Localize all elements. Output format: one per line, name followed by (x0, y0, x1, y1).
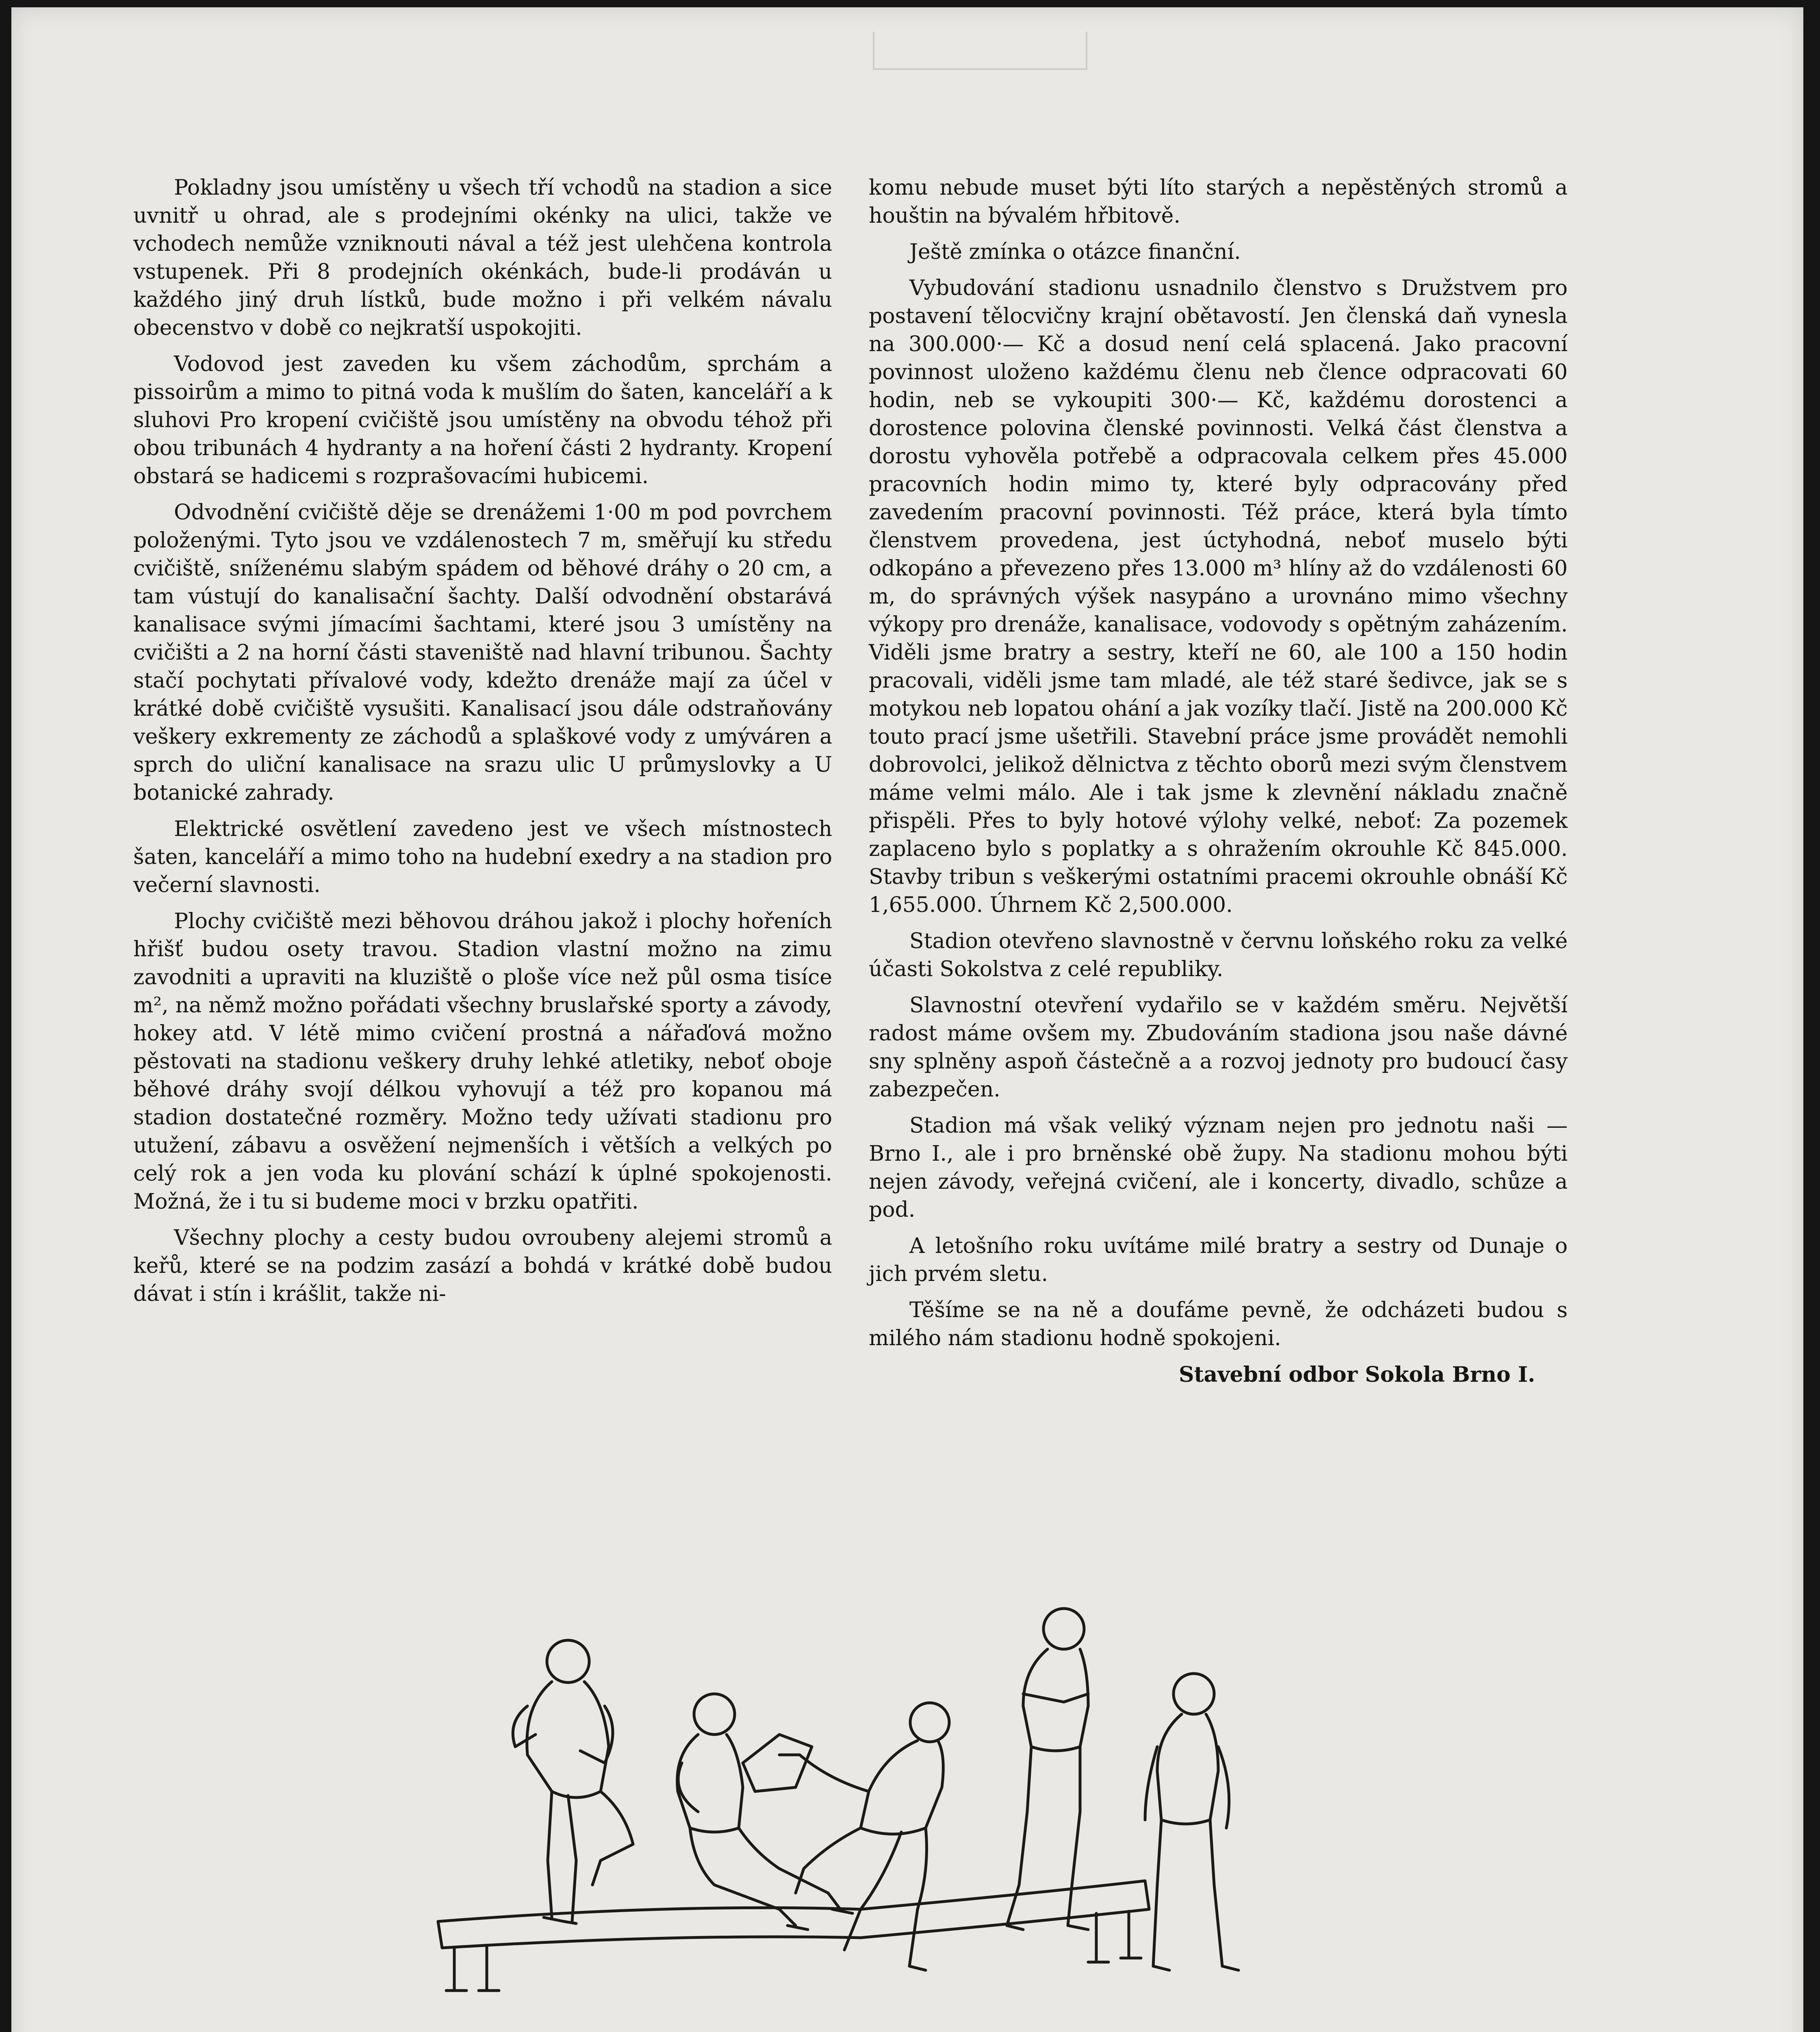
signature: Stavební odbor Sokola Brno I. (1178, 1362, 1535, 1387)
paragraph-finance-intro: Ještě zmínka o otázce finanční. (909, 240, 1241, 264)
paragraph-grass-surfaces: Plochy cvičiště mezi běhovou dráhou jakož i plochy hořeních hřišť budou osety travou. Stadion vlastní možno na zimu zavodniti a upraviti na kluziště o ploše více než půl osma tisíce m², na němž možno pořádati všechny bruslařské sporty a závody, hokey atd. V létě mimo cvičení prostná a nářaďová možno pěstovati na stadionu veškery druhy lehké atletiky, neboť oboje běhové dráhy svojí délkou vyhovují a též pro kopanou má stadion dostatečné rozměry. Možno tedy užívati stadionu pro utužení, zábavu a osvěžení nejmenších i větších a velkých po celý rok a jen voda ku plování schází k úplné spokojenosti. Možná, že i tu si budeme moci v brzku opatřiti. (133, 909, 832, 1214)
paragraph-celebration: Slavnostní otevření vydařilo se v každém směru. Největší radost máme ovšem my. Zbudováním stadiona jsou naše dávné sny splněny aspoň částečně a a rozvoj jednoty pro budoucí časy zabezpečen. (869, 993, 1568, 1102)
paragraph-ticket-booths: Pokladny jsou umístěny u všech tří vchodů na stadion a sice uvnitř u ohrad, ale s prodejními okénky na ulici, takže ve vchodech nemůže vzniknouti nával a též jest ulehčena kontrola vstupenek. Při 8 prodejních okénkách, bude-li prodáván u každého jiný druh lístků, bude možno i při velkém návalu obecenstvo v době co nejkratší uspokojiti. (133, 176, 832, 340)
paragraph-welcome: A letošního roku uvítáme milé bratry a sestry od Dunaje o jich prvém sletu. (869, 1234, 1568, 1286)
gymnast-seated-reading (677, 1694, 853, 1930)
gymnast-standing-right (1145, 1674, 1239, 1970)
paragraph-closing: Těšíme se na ně a doufáme pevně, že odcházeti budou s milého nám stadionu hodně spokojeni. (869, 1298, 1568, 1350)
paragraph-drainage: Odvodnění cvičiště děje se drenážemi 1·00 m pod povrchem položenými. Tyto jsou ve vzdálenostech 7 m, směřují ku středu cvičiště, sníženému slabým spádem od běhové dráhy o 20 cm, a tam vústují do kanalisační šachty. Další odvodnění obstarává kanalisace svými jímacími šachtami, které jsou 3 umístěny na cvičišti a 2 na horní části staveniště nad hlavní tribunou. Šachty stačí pochytati přívalové vody, kdežto drenáže mají za účel v krátké době cvičiště vysušiti. Kanalisací jsou dále odstraňovány veškery exkrementy ze záchodů a splaškové vody z umýváren a sprch do uliční kanalisace na srazu ulic U průmyslovky a U botanické zahrady. (133, 500, 832, 805)
document-page (11, 7, 1803, 2032)
scan-artifact (873, 32, 1087, 70)
paragraph-significance: Stadion má však veliký význam nejen pro jednotu naši — Brno I., ale i pro brněnské obě župy. Na stadionu mohou býti nejen závody, veřejná cvičení, ale i koncerty, divadlo, schůze a pod. (869, 1114, 1568, 1222)
paragraph-trees-continued: komu nebude muset býti líto starých a nepěstěných stromů a houštin na bývalém hřbitově. (869, 176, 1568, 228)
gymnast-standing-left (513, 1640, 633, 1923)
paragraph-water-supply: Vodovod jest zaveden ku všem záchodům, sprchám a pissoirům a mimo to pitná voda k mušlím do šaten, kanceláří a k sluhovi Pro kropení cvičiště jsou umístěny na obvodu téhož při obou tribunách 4 hydranty a na hoření části 2 hydranty. Kropení obstará se hadicemi s rozprašovacími hubicemi. (133, 352, 832, 488)
paragraph-opening: Stadion otevřeno slavnostně v červnu loňského roku za velké účasti Sokolstva z celé republiky. (869, 929, 1568, 981)
gymnast-standing-arms-crossed (1007, 1609, 1088, 1930)
left-column (133, 174, 832, 1316)
paragraph-electric-lighting: Elektrické osvětlení zavedeno jest ve všech místnostech šaten, kanceláří a mimo toho na hudební exedry a na stadion pro večerní slavnosti. (133, 817, 832, 897)
gymnasts-on-bench-illustration (430, 1600, 1336, 2032)
right-column (869, 174, 1568, 1397)
paragraph-trees: Všechny plochy a cesty budou ovroubeny alejemi stromů a keřů, které se na podzim zasází a bohdá v krátké době budou dávat i stín i krášlit, takže ni- (133, 1226, 832, 1306)
bench (438, 1881, 1149, 1991)
paragraph-finance: Vybudování stadionu usnadnilo členstvo s Družstvem pro postavení tělocvičny krajní obětavostí. Jen členská daň vynesla na 300.000·— Kč a dosud není celá splacená. Jako pracovní povinnost uloženo každému členu neb člence odpracovati 60 hodin, neb se vykoupiti 300·— Kč, každému dorostenci a dorostence polovina členské povinnosti. Velká část členstva a dorostu vyhověla potřebě a odpracovala celkem přes 45.000 pracovních hodin mimo ty, které byly odpracovány před zavedením pracovní povinnosti. Též práce, která byla tímto členstvem provedena, jest úctyhodná, neboť muselo býti odkopáno a převezeno přes 13.000 m³ hlíny až do vzdálenosti 60 m, do správných výšek nasypáno a urovnáno mimo všechny výkopy pro drenáže, kanalisace, vodovody s opětným zaházením. Viděli jsme bratry a sestry, kteří ne 60, ale 100 a 150 hodin pracovali, viděli jsme tam mladé, ale též staré šedivce, jak se s motykou neb lopatou ohání a jak vozíky tlačí. Jistě na 200.000 Kč touto prací jsme ušetřili. Stavební práce jsme provádět nemohli dobrovolci, jelikož dělnictva z těchto oborů mezi svým členstvem máme velmi málo. Ale i tak jsme k zlevnění nákladu značně přispěli. Přes to byly hotové výlohy velké, neboť: Za pozemek zaplaceno bylo s poplatky a s ohražením okrouhle Kč 845.000. Stavby tribun s veškerými ostatními pracemi okrouhle obnáší Kč 1,655.000. Úhrnem Kč 2,500.000. (869, 276, 1568, 917)
